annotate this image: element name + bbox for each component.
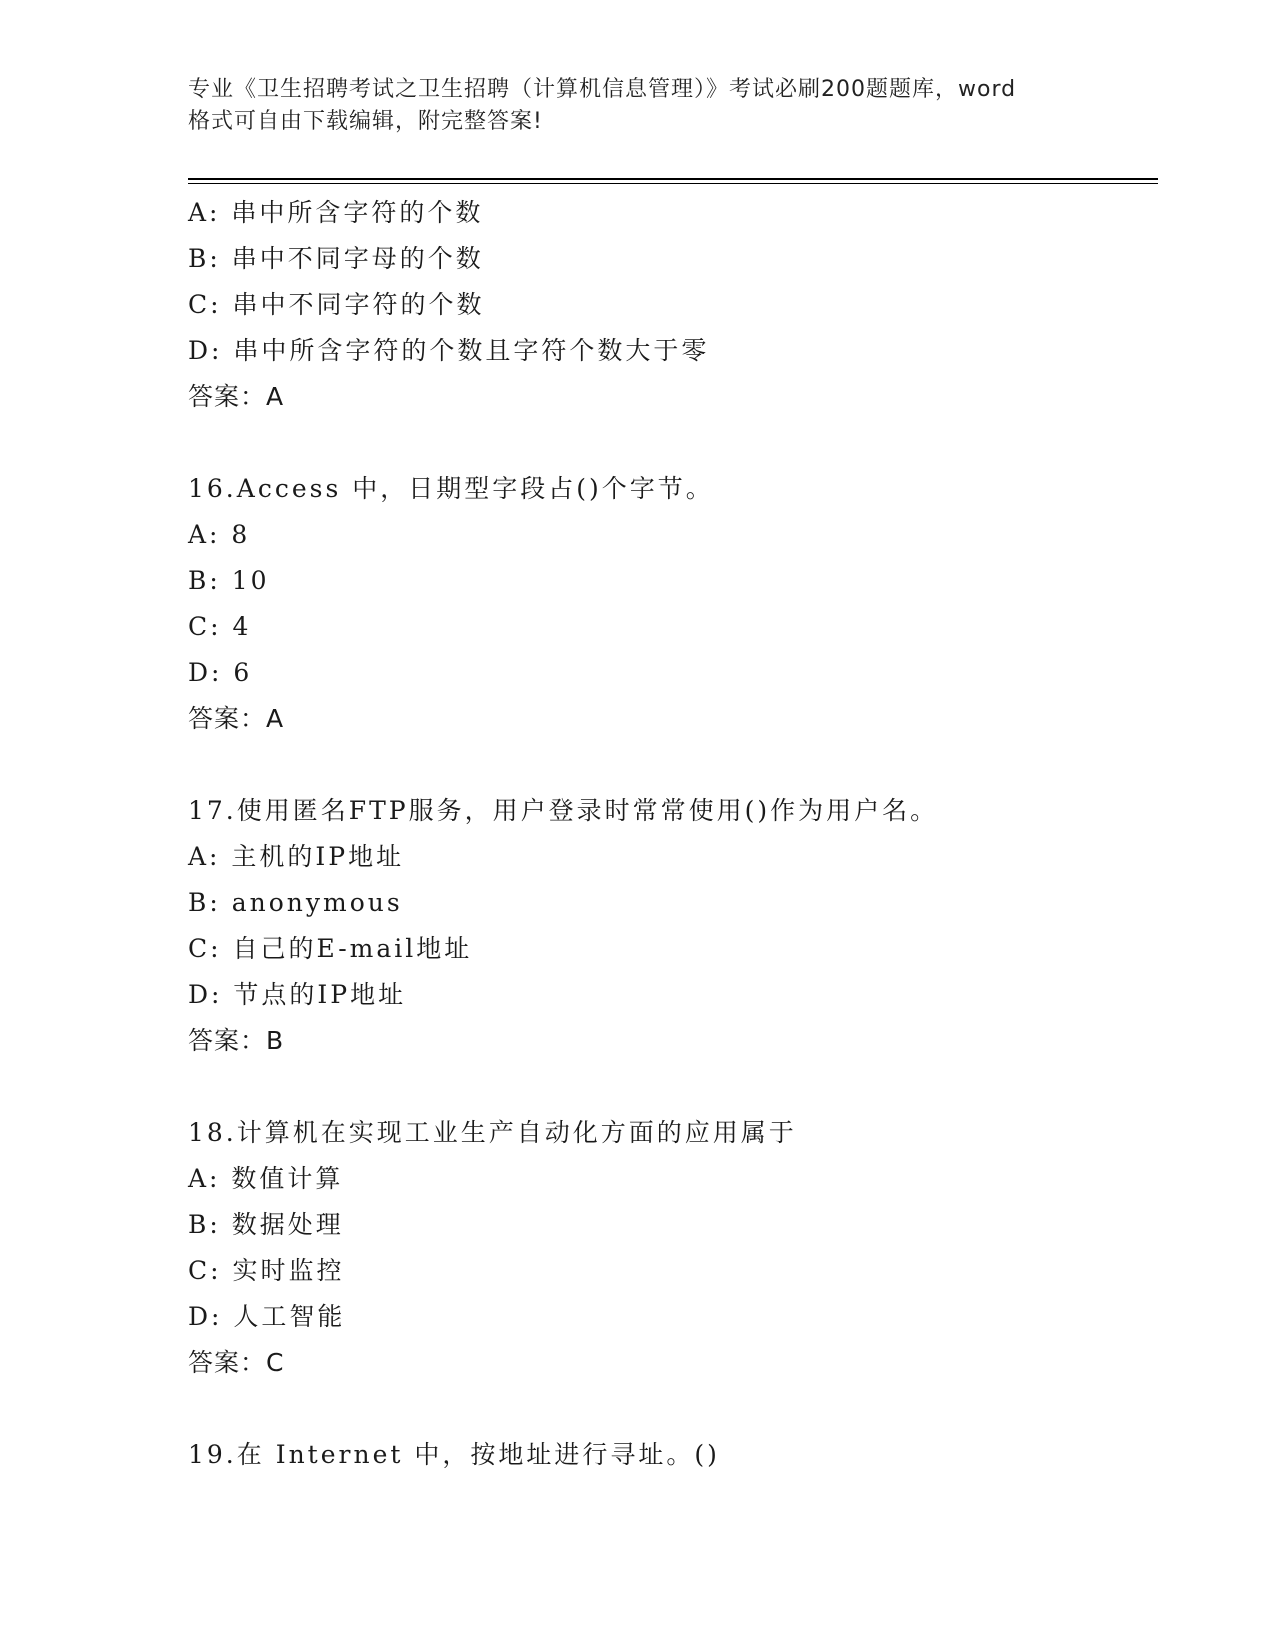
- answer-line: 答案：B: [188, 1026, 285, 1055]
- option-d: D: 人工智能: [188, 1302, 346, 1331]
- option-d: D: 节点的IP地址: [188, 980, 407, 1009]
- option-b: B: 10: [188, 566, 270, 595]
- option-b: B: anonymous: [188, 888, 403, 917]
- question-block-prev: [188, 190, 1158, 420]
- answer-line: 答案：A: [188, 382, 285, 411]
- header-divider-thin: [188, 183, 1158, 184]
- question-block-16: [188, 466, 1158, 742]
- option-c: C: 4: [188, 612, 252, 641]
- document-header: [188, 74, 1088, 138]
- option-b: B: 数据处理: [188, 1210, 344, 1239]
- option-c: C: 实时监控: [188, 1256, 345, 1285]
- option-c: C: 串中不同字符的个数: [188, 290, 485, 319]
- option-d: D: 6: [188, 658, 253, 687]
- option-d: D: 串中所含字符的个数且字符个数大于零: [188, 336, 710, 365]
- answer-line: 答案：A: [188, 704, 285, 733]
- option-a: A: 数值计算: [188, 1164, 344, 1193]
- answer-line: 答案：C: [188, 1348, 285, 1377]
- option-c: C: 自己的E-mail地址: [188, 934, 473, 963]
- option-b: B: 串中不同字母的个数: [188, 244, 484, 273]
- question-text: 19.在 Internet 中，按地址进行寻址。(): [188, 1440, 720, 1469]
- header-divider-thick: [188, 178, 1158, 180]
- question-block-18: [188, 1110, 1158, 1386]
- option-a: A: 主机的IP地址: [188, 842, 405, 871]
- question-list: [188, 190, 1158, 1478]
- option-a: A: 串中所含字符的个数: [188, 198, 484, 227]
- header-line-2: 格式可自由下载编辑，附完整答案!: [188, 109, 543, 134]
- question-text: 16.Access 中，日期型字段占()个字节。: [188, 474, 714, 503]
- question-block-17: [188, 788, 1158, 1064]
- option-a: A: 8: [188, 520, 251, 549]
- header-line-1: 专业《卫生招聘考试之卫生招聘（计算机信息管理）》考试必刷200题题库，word: [188, 77, 1017, 102]
- question-text: 17.使用匿名FTP服务，用户登录时常常使用()作为用户名。: [188, 796, 939, 825]
- question-block-19: [188, 1432, 1158, 1478]
- question-text: 18.计算机在实现工业生产自动化方面的应用属于: [188, 1118, 797, 1147]
